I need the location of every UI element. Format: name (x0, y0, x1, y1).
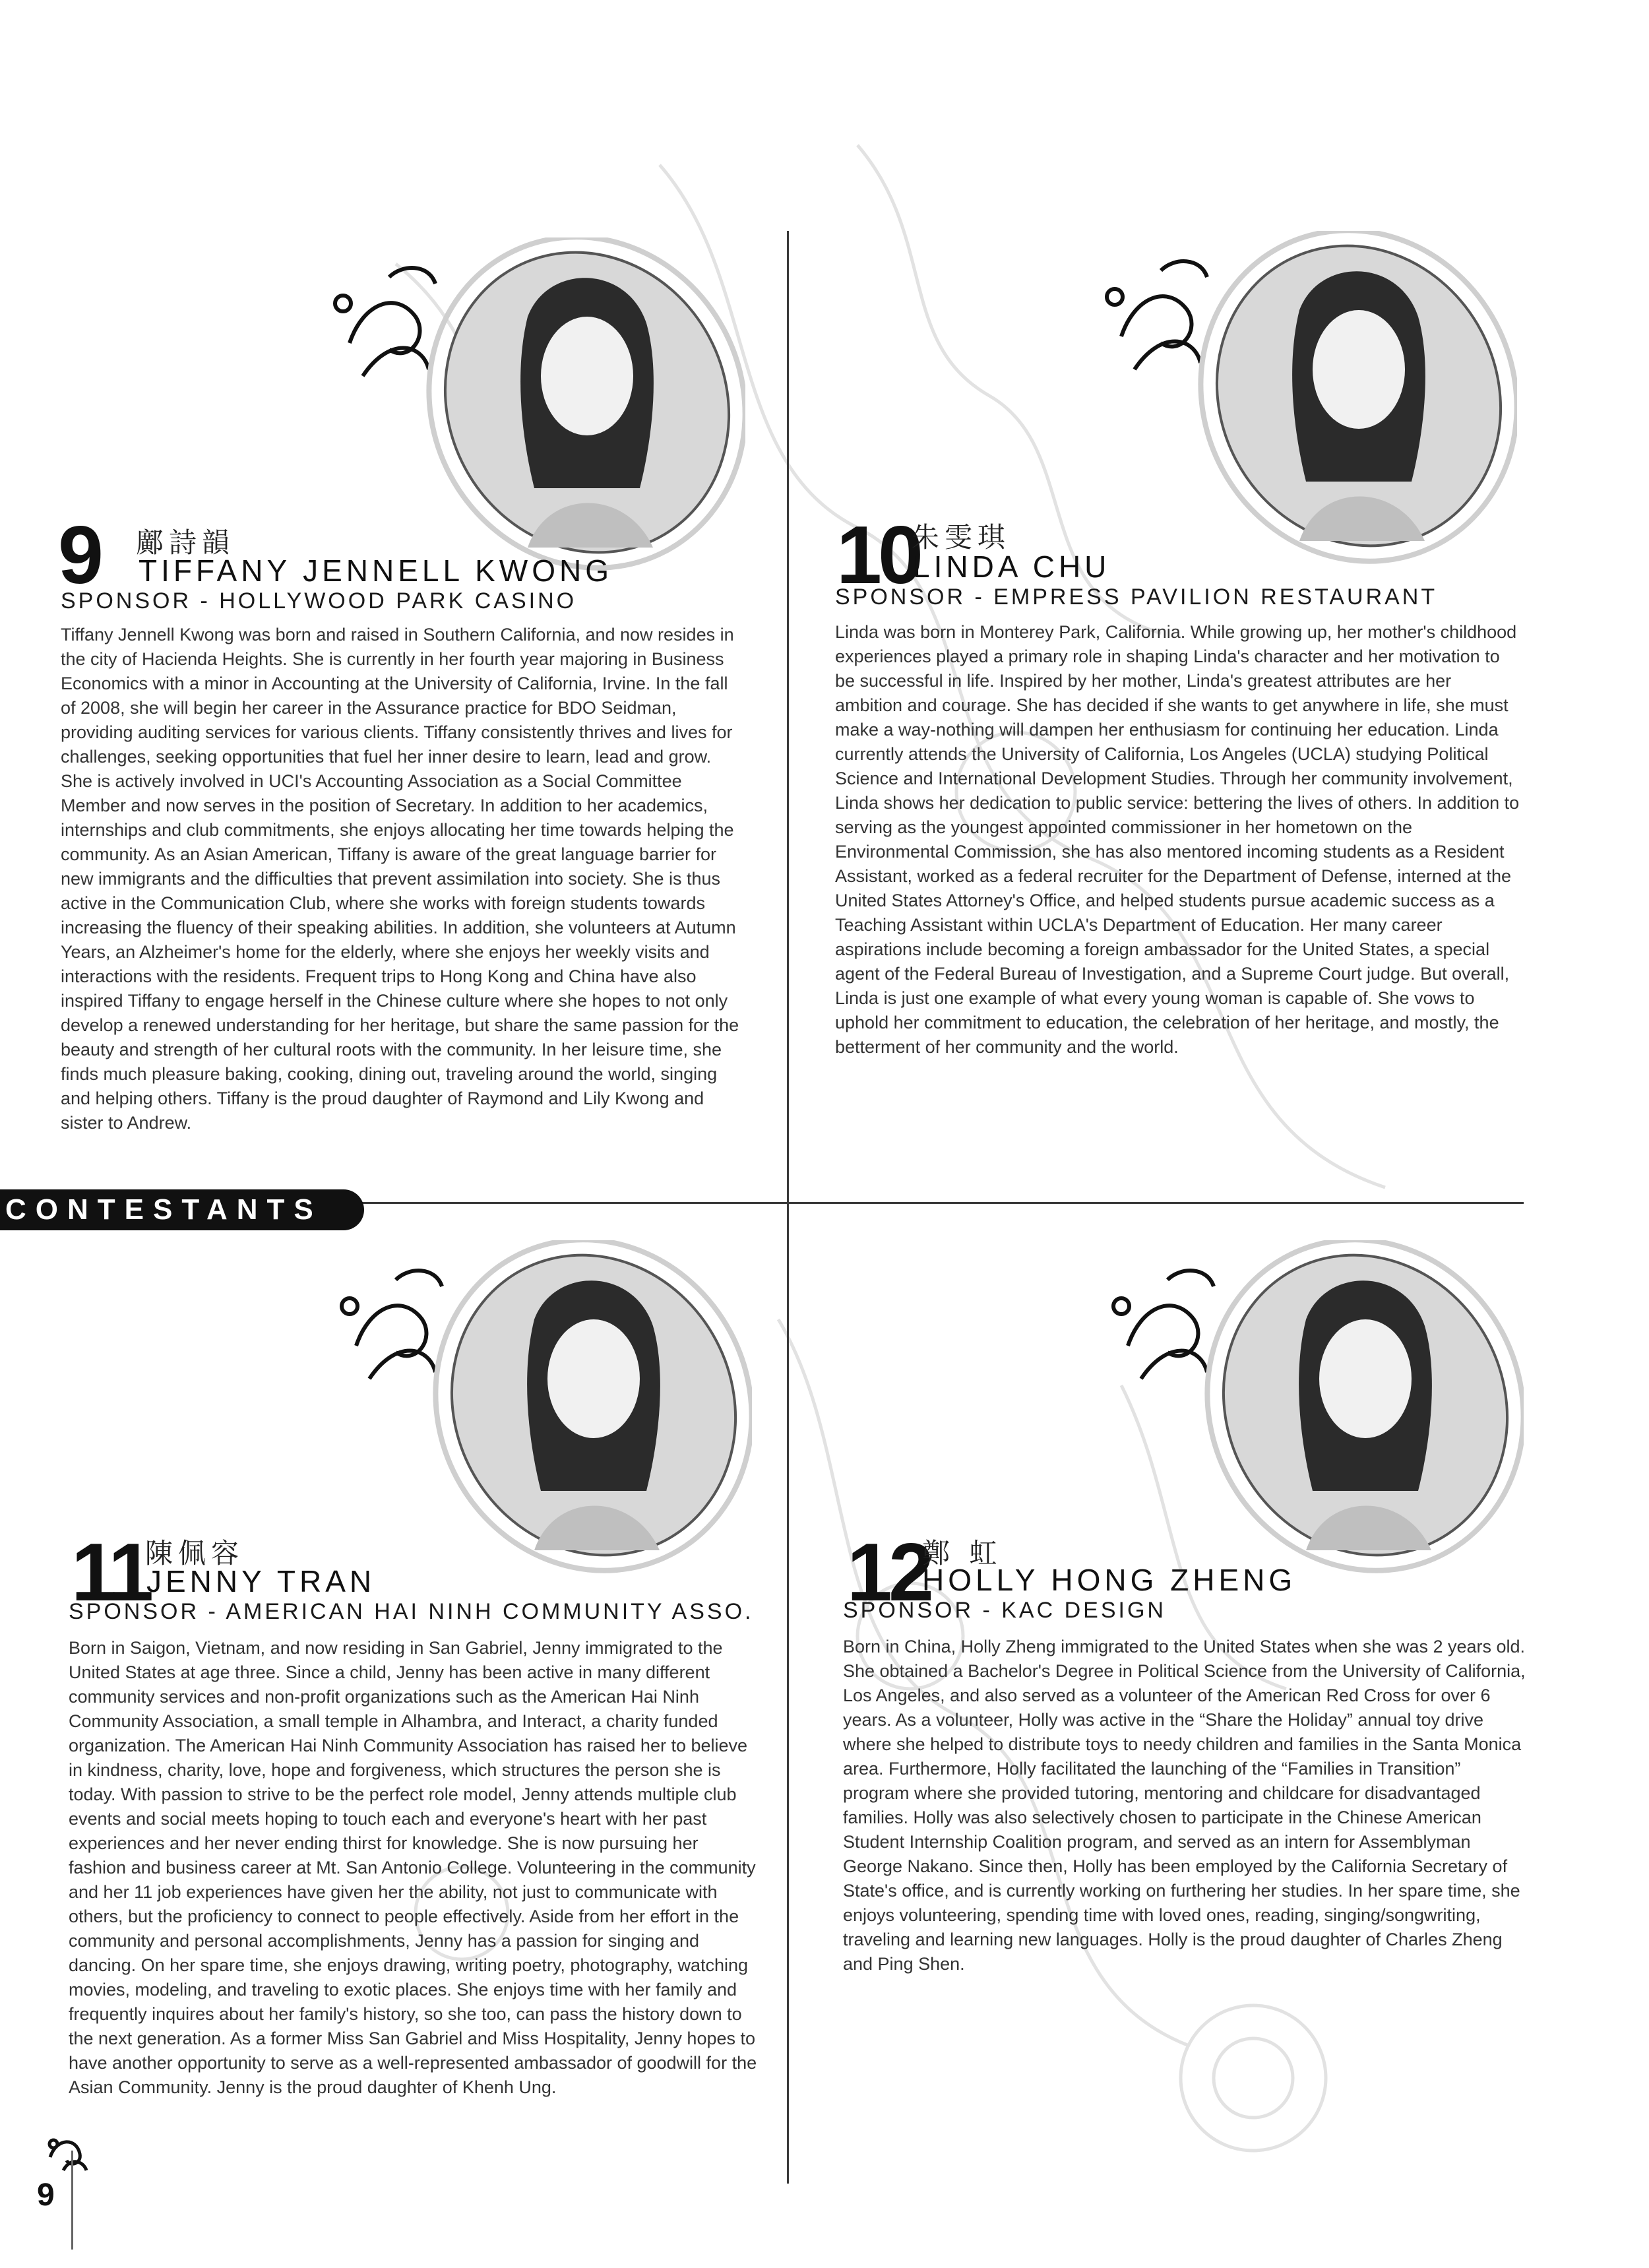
page-number-rule (71, 2151, 73, 2250)
contestant-number: 11 (71, 1527, 150, 1618)
contestant-sponsor: SPONSOR - KAC DESIGN (843, 1598, 1166, 1623)
contestant-name: HOLLY HONG ZHENG (922, 1563, 1297, 1597)
contestant-number: 9 (58, 510, 100, 601)
contestant-number: 12 (847, 1527, 930, 1618)
page-number: 9 (37, 2178, 55, 2213)
contestant-name: LINDA CHU (913, 550, 1111, 584)
contestant-chinese-name: 陳佩容 (145, 1537, 245, 1569)
contestant-portrait (317, 1240, 752, 1583)
flourish-ornament-icon (1107, 261, 1207, 369)
contestant-name: TIFFANY JENNELL KWONG (139, 553, 613, 588)
vertical-divider (787, 231, 789, 2184)
section-tab: CONTESTANTS (0, 1189, 364, 1230)
contestant-sponsor: SPONSOR - HOLLYWOOD PARK CASINO (61, 588, 577, 614)
contestant-sponsor: SPONSOR - EMPRESS PAVILION RESTAURANT (835, 584, 1438, 610)
flourish-ornament-icon (1113, 1271, 1214, 1379)
contestant-number: 10 (836, 510, 919, 601)
flourish-ornament-icon (342, 1271, 442, 1379)
contestant-chinese-name: 鄭 虹 (922, 1537, 1003, 1569)
page-flourish-icon (44, 2131, 96, 2177)
contestant-bio: Linda was born in Monterey Park, California. While growing up, her mother's childhood experiences played a primary role in shaping Linda's character and her motivation to be successful in life. Inspired by her mother, Linda's greatest attributes are her ambition and courage. She has decided if she wants to get anywhere in life, she must make a way-nothing will dampen her enthusiasm for continuing her education. Linda currently attends the University of California, Los Angeles (UCLA) studying Political Science and International Development Studies. Through her community involvement, Linda shows her dedication to public service: bettering the lives of others. In addition to serving as the youngest appointed commissioner in her hometown on the Environmental Commission, she has also mentored incoming students as a Resident Assistant, worked as a federal recruiter for the Department of Defense, interned at the United States Attorney's Office, and helped students pursue academic success as a Teaching Assistant within UCLA's Department of Education. Her many career aspirations include becoming a foreign ambassador for the United States, a special agent of the Federal Bureau of Investigation, and a Supreme Court judge. But overall, Linda is just one example of what every young woman is capable of. She vows to uphold her commitment to education, the celebration of her heritage, and mostly, the betterment of her community and the world. (835, 622, 1520, 1057)
contestant-name: JENNY TRAN (146, 1564, 376, 1598)
contestant-portrait (310, 237, 745, 581)
contestant-portrait (1082, 231, 1517, 574)
horizontal-divider (350, 1202, 1524, 1204)
contestant-sponsor: SPONSOR - AMERICAN HAI NINH COMMUNITY ASSO. (69, 1599, 754, 1624)
contestant-chinese-name: 朱雯琪 (912, 521, 1011, 553)
contestant-portrait (1088, 1240, 1524, 1583)
contestant-chinese-name: 鄺詩韻 (136, 526, 235, 559)
contestant-bio: Born in China, Holly Zheng immigrated to the United States when she was 2 years old. She obtained a Bachelor's Degree in Political Science from the University of California, Los Angeles, and also served as a volunteer of the American Red Cross for over 6 years. As a volunteer, Holly was active in the “Share the Holiday” annual toy drive where she helped to distribute toys to needy children and families in the Santa Monica area. Furthermore, Holly facilitated the launching of the “Families in Transition” program where she provided tutoring, mentoring and childcare for disadvantaged families. Holly was also selectively chosen to participate in the Chinese American Student Internship Coalition program, and served as an intern for Assemblyman George Nakano. Since then, Holly has been employed by the California Secretary of State's office, and is currently working on furthering her studies. In her spare time, she enjoys volunteering, spending time with loved ones, reading, singing/songwriting, traveling and learning new languages. Holly is the proud daughter of Charles Zheng and Ping Shen. (843, 1637, 1526, 1974)
contestant-bio: Tiffany Jennell Kwong was born and raised in Southern California, and now resides in the city of Hacienda Heights. She is currently in her fourth year majoring in Business Economics with a minor in Accounting at the University of California, Irvine. In the fall of 2008, she will begin her career in the Assurance practice for BDO Seidman, providing auditing services for various clients. Tiffany consistently thrives and lives for challenges, seeking opportunities that fuel her inner desire to learn, lead and grow. She is actively involved in UCI's Accounting Association as a Social Committee Member and now serves in the position of Secretary. In addition to her academics, internships and club commitments, she enjoys allocating her time towards helping the community. As an Asian American, Tiffany is aware of the great language barrier for new immigrants and the difficulties that prevent assimilation into society. She is thus active in the Communication Club, where she works with foreign students towards increasing the fluency of their speaking abilities. In addition, she volunteers at Autumn Years, an Alzheimer's home for the elderly, where she enjoys her weekly visits and interactions with the residents. Frequent trips to Hong Kong and China have also inspired Tiffany to engage herself in the Chinese culture where she hopes to not only develop a renewed understanding for her heritage, but share the same passion for the beauty and strength of her cultural roots with the community. In her leisure time, she finds much pleasure baking, cooking, dining out, traveling around the world, singing and helping others. Tiffany is the proud daughter of Raymond and Lily Kwong and sister to Andrew. (61, 625, 739, 1133)
contestant-bio: Born in Saigon, Vietnam, and now residing in San Gabriel, Jenny immigrated to the United States at age three. Since a child, Jenny has been active in many different community services and non-profit organizations such as the American Hai Ninh Community Association, a small temple in Alhambra, and Interact, a charity funded organization. The American Hai Ninh Community Association has raised her to believe in kindness, charity, love, hope and forgiveness, which structures the person she is today. With passion to strive to be the perfect role model, Jenny attends multiple club events and social meets hoping to touch each and everyone's heart with her past experiences and her never ending thirst for knowledge. She is now pursuing her fashion and business career at Mt. San Antonio College. Volunteering in the community and her 11 job experiences have given her the ability, not just to communicate with others, but the proficiency to connect to people effectively. Aside from her effort in the community and personal accomplishments, Jenny has a passion for singing and dancing. On her spare time, she enjoys drawing, writing poetry, photography, watching movies, modeling, and traveling to exotic places. She enjoys time with her family and frequently inquires about her family's history, so she too, can pass the history down to the next generation. As a former Miss San Gabriel and Miss Hospitality, Jenny hopes to have another opportunity to serve as a well-represented ambassador of goodwill for the Asian Community. Jenny is the proud daughter of Khenh Ung. (69, 1638, 757, 2097)
flourish-ornament-icon (335, 268, 435, 376)
